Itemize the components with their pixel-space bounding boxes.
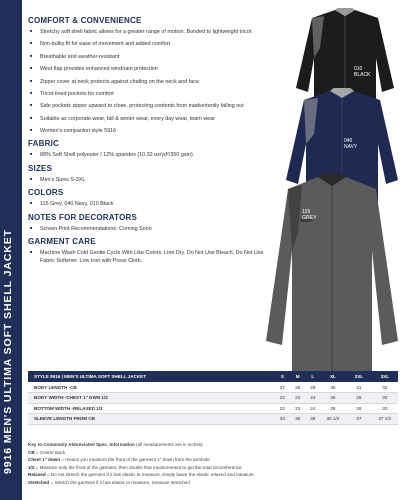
sidebar (0, 0, 22, 500)
spec-header-size: S (275, 371, 290, 382)
spec-cell: 36 1/2 (320, 414, 346, 425)
spec-table (28, 371, 398, 425)
comfort-list (28, 28, 278, 135)
colors-heading: COLORS (28, 188, 64, 198)
decorators-item: ■ Screen Print Recommendations: Coming Soon (28, 225, 278, 233)
jacket-black-code: 010 (354, 66, 363, 72)
key-title: Key to Commonly Abbreviated Spec. Information (28, 442, 135, 447)
spec-cell: 31 (346, 382, 372, 393)
spec-header-size: 3XL (372, 371, 398, 382)
spec-cell: 27 (275, 382, 290, 393)
colors-list (28, 200, 278, 208)
key-term: 1/2 (28, 464, 35, 470)
sizes-heading: SIZES (28, 163, 53, 173)
jacket-images (262, 8, 402, 388)
spec-row-label: BODY WIDTH -CHEST 1" DWN 1/2 (28, 393, 275, 404)
key-term: CB (28, 449, 35, 455)
sidebar-title: 9916 MEN'S ULTIMA SOFT SHELL JACKET (2, 229, 14, 474)
table-row (28, 382, 398, 393)
spec-row-label: SLEEVE LENGTH FROM CB (28, 414, 275, 425)
spec-cell: 32 (372, 382, 398, 393)
spec-cell: 28 (346, 393, 372, 404)
care-item: ■ Machine Wash Cold Gentle Cycle With Like Colors. Line Dry. Do Not Use Bleach. Do Not Use Fabric Softener. Low Iron with Press Cloth. (28, 249, 278, 266)
key-term: Chest 1" down (28, 457, 61, 463)
colors-item: ■ 115 Grey, 040 Navy, 010 Black (28, 200, 278, 208)
jacket-grey-image (262, 173, 402, 378)
spec-cell: 28 (346, 403, 372, 414)
spec-cell: 22 (275, 403, 290, 414)
key-title-note: (all measurements are in inches) (136, 442, 203, 447)
table-row (28, 414, 398, 425)
jacket-grey-code: 115 (302, 209, 311, 215)
key-line (28, 479, 398, 487)
key-definition: = Stretch the garment if it has elastic to measure, measure stretched (49, 479, 190, 485)
comfort-heading: COMFORT & CONVENIENCE (28, 16, 142, 25)
comfort-item: ■ Suitable as corporate wear, fall & winter wear, every day wear, team wear (28, 115, 278, 123)
table-row (28, 393, 398, 404)
spec-cell: 37 1/2 (372, 414, 398, 425)
sizes-item: ■ Men's Sizes S-3XL (28, 176, 278, 184)
comfort-item: ■ Wind flap provides enhanced wind/rain protection (28, 65, 278, 73)
spec-header-style: STYLE 9916 | MEN'S ULTIMA SOFT SHELL JACKET (28, 371, 275, 382)
decorators-heading: NOTES FOR DECORATORS (28, 212, 138, 222)
key-lines (28, 449, 398, 487)
spec-cell: 22 (275, 393, 290, 404)
care-heading: GARMENT CARE (28, 236, 96, 246)
spec-cell: 30 (320, 382, 346, 393)
fabric-item: ■ 88% Soft Shell polyester / 12% spandex (10.32 oz/yd²/350 gsm) (28, 151, 278, 159)
key-line (28, 471, 398, 479)
fabric-heading: FABRIC (28, 139, 59, 149)
key-definition: = means you measure the front of the garment 1" down from the armhole (60, 457, 210, 463)
spec-cell: 36 (306, 414, 320, 425)
key-definition: = Do not stretch the garment if it has elastic to measure, simply leave the elastic relaxed and measure (45, 472, 254, 478)
spec-cell: 23 (290, 403, 306, 414)
spec-cell: 23 (290, 393, 306, 404)
spec-row-label: BODY LENGTH -CB (28, 382, 275, 393)
spec-cell: 37 (346, 414, 372, 425)
comfort-item: ■ Breathable and weather-resistant (28, 53, 278, 61)
key-line (28, 464, 398, 472)
key-term: Relaxed (28, 472, 46, 478)
spec-cell: 26 (320, 393, 346, 404)
comfort-item: ■ Stretchy soft shell fabric allows for a greater range of motion. Bonded to lightweight tricot (28, 28, 278, 36)
decorators-list (28, 225, 278, 233)
spec-key (28, 441, 398, 486)
key-line (28, 456, 398, 464)
care-list (28, 249, 278, 266)
spec-cell: 35 (290, 414, 306, 425)
key-term: Stretched (28, 479, 50, 485)
spec-table-header (28, 371, 398, 382)
key-line (28, 449, 398, 457)
spec-cell: 26 (320, 403, 346, 414)
spec-header-size: 2XL (346, 371, 372, 382)
spec-cell: 24 (306, 403, 320, 414)
spec-header-size: L (306, 371, 320, 382)
spec-cell: 30 (372, 393, 398, 404)
spec-cell: 29 (306, 382, 320, 393)
key-definition: = Center Back (34, 449, 66, 455)
comfort-item: ■ Non-bulky fit for ease of movement and added comfort (28, 40, 278, 48)
jacket-navy-color: NAVY (344, 144, 358, 150)
spec-cell: 24 (306, 393, 320, 404)
jacket-black-color: BLACK (354, 72, 371, 78)
fabric-list (28, 151, 278, 159)
spec-row-label: BOTTOM WIDTH -RELAXED 1/2 (28, 403, 275, 414)
spec-cell: 34 (275, 414, 290, 425)
comfort-item: ■ Zipper cover at neck protects against chafing on the neck and face (28, 78, 278, 86)
jacket-navy-code: 040 (344, 138, 353, 144)
comfort-item: ■ Tricot-lined pockets for comfort (28, 90, 278, 98)
table-row (28, 403, 398, 414)
sizes-list (28, 176, 278, 184)
comfort-item: ■ Women's companion style 5916 (28, 127, 278, 135)
spec-cell: 30 (372, 403, 398, 414)
key-definition: = Measure only the front of the garment, then double that measurement to get the total circumference (34, 464, 242, 470)
spec-header-size: XL (320, 371, 346, 382)
product-details (28, 12, 278, 270)
comfort-item: ■ Side pockets zipper upward to close, protecting contents from inadvertently falling out (28, 102, 278, 110)
spec-cell: 28 (290, 382, 306, 393)
spec-header-size: M (290, 371, 306, 382)
jacket-grey-color: GREY (302, 215, 317, 221)
